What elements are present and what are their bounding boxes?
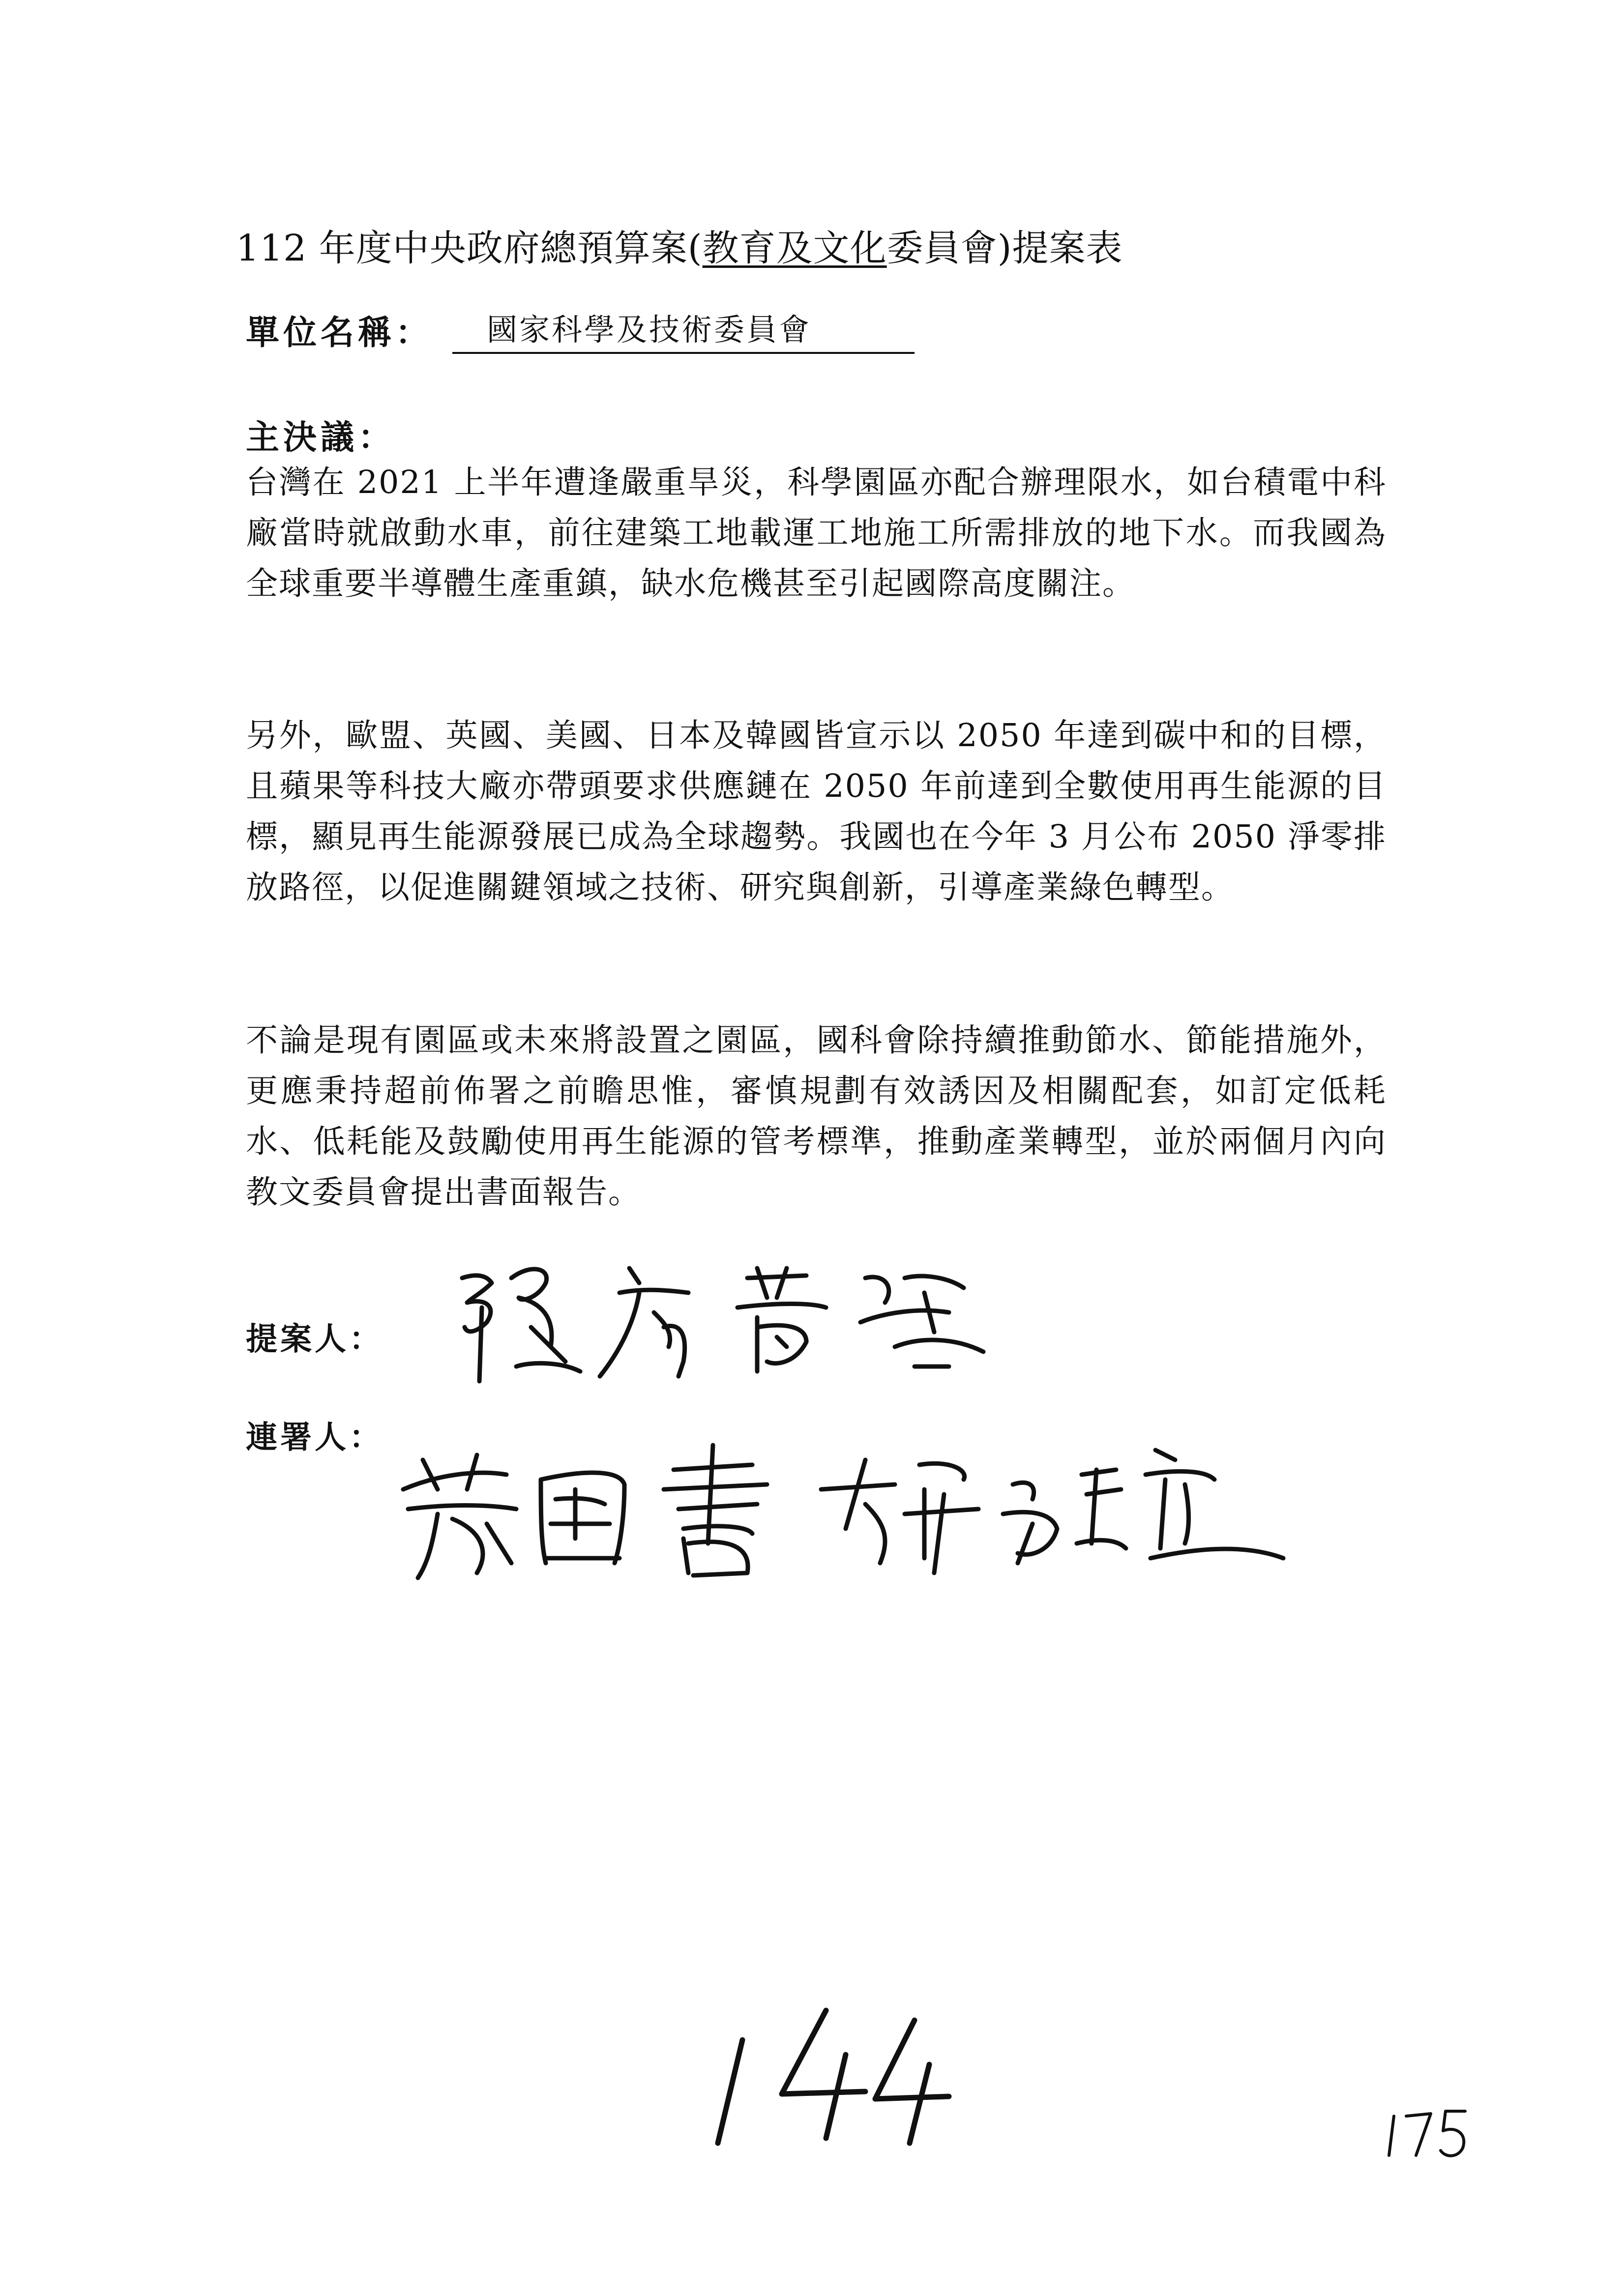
handwritten-small-number (1382, 2099, 1470, 2163)
unit-label: 單位名稱： (246, 313, 433, 352)
resolution-heading: 主決議： (246, 418, 396, 457)
cosigner-label: 連署人： (246, 1419, 384, 1456)
title-committee-underlined: 教育及文化 (702, 227, 887, 269)
paragraph-carbon-neutral: 另外，歐盟、英國、美國、日本及韓國皆宣示以 2050 年達到碳中和的目標，且蘋果等科技大廠亦帶頭要求供應鏈在 2050 年前達到全數使用再生能源的目標，顯見再生能源發展已成為全球趨勢。我國也在今年 3 月公布 2050 淨零排放路徑，以促進關鍵領域之技術、研究與創新，引導產業綠色轉型。 (246, 717, 1387, 906)
paragraph-request: 不論是現有園區或未來將設置之園區，國科會除持續推動節水、節能措施外，更應秉持超前佈署之前瞻思惟，審慎規劃有效誘因及相關配套，如訂定低耗水、低耗能及鼓勵使用再生能源的管考標準，推動產業轉型，並於兩個月內向教文委員會提出書面報告。 (246, 1022, 1387, 1211)
cosigner-signature (379, 1416, 1293, 1593)
unit-value: 國家科學及技術委員會 (452, 308, 915, 354)
title-suffix: 委員會)提案表 (886, 227, 1123, 269)
document-title (236, 224, 1416, 273)
paragraph-drought: 台灣在 2021 上半年遭逢嚴重旱災，科學園區亦配合辦理限水，如台積電中科廠當時就啟動水車，前往建築工地載運工地施工所需排放的地下水。而我國為全球重要半導體生產重鎮，缺水危機甚至引起國際高度關注。 (246, 464, 1387, 602)
title-prefix: 112 年度中央政府總預算案( (236, 227, 703, 269)
proposer-label: 提案人： (246, 1321, 384, 1358)
handwritten-page-number (698, 1996, 954, 2153)
proposer-signature (433, 1249, 1023, 1396)
unit-row (246, 305, 915, 354)
